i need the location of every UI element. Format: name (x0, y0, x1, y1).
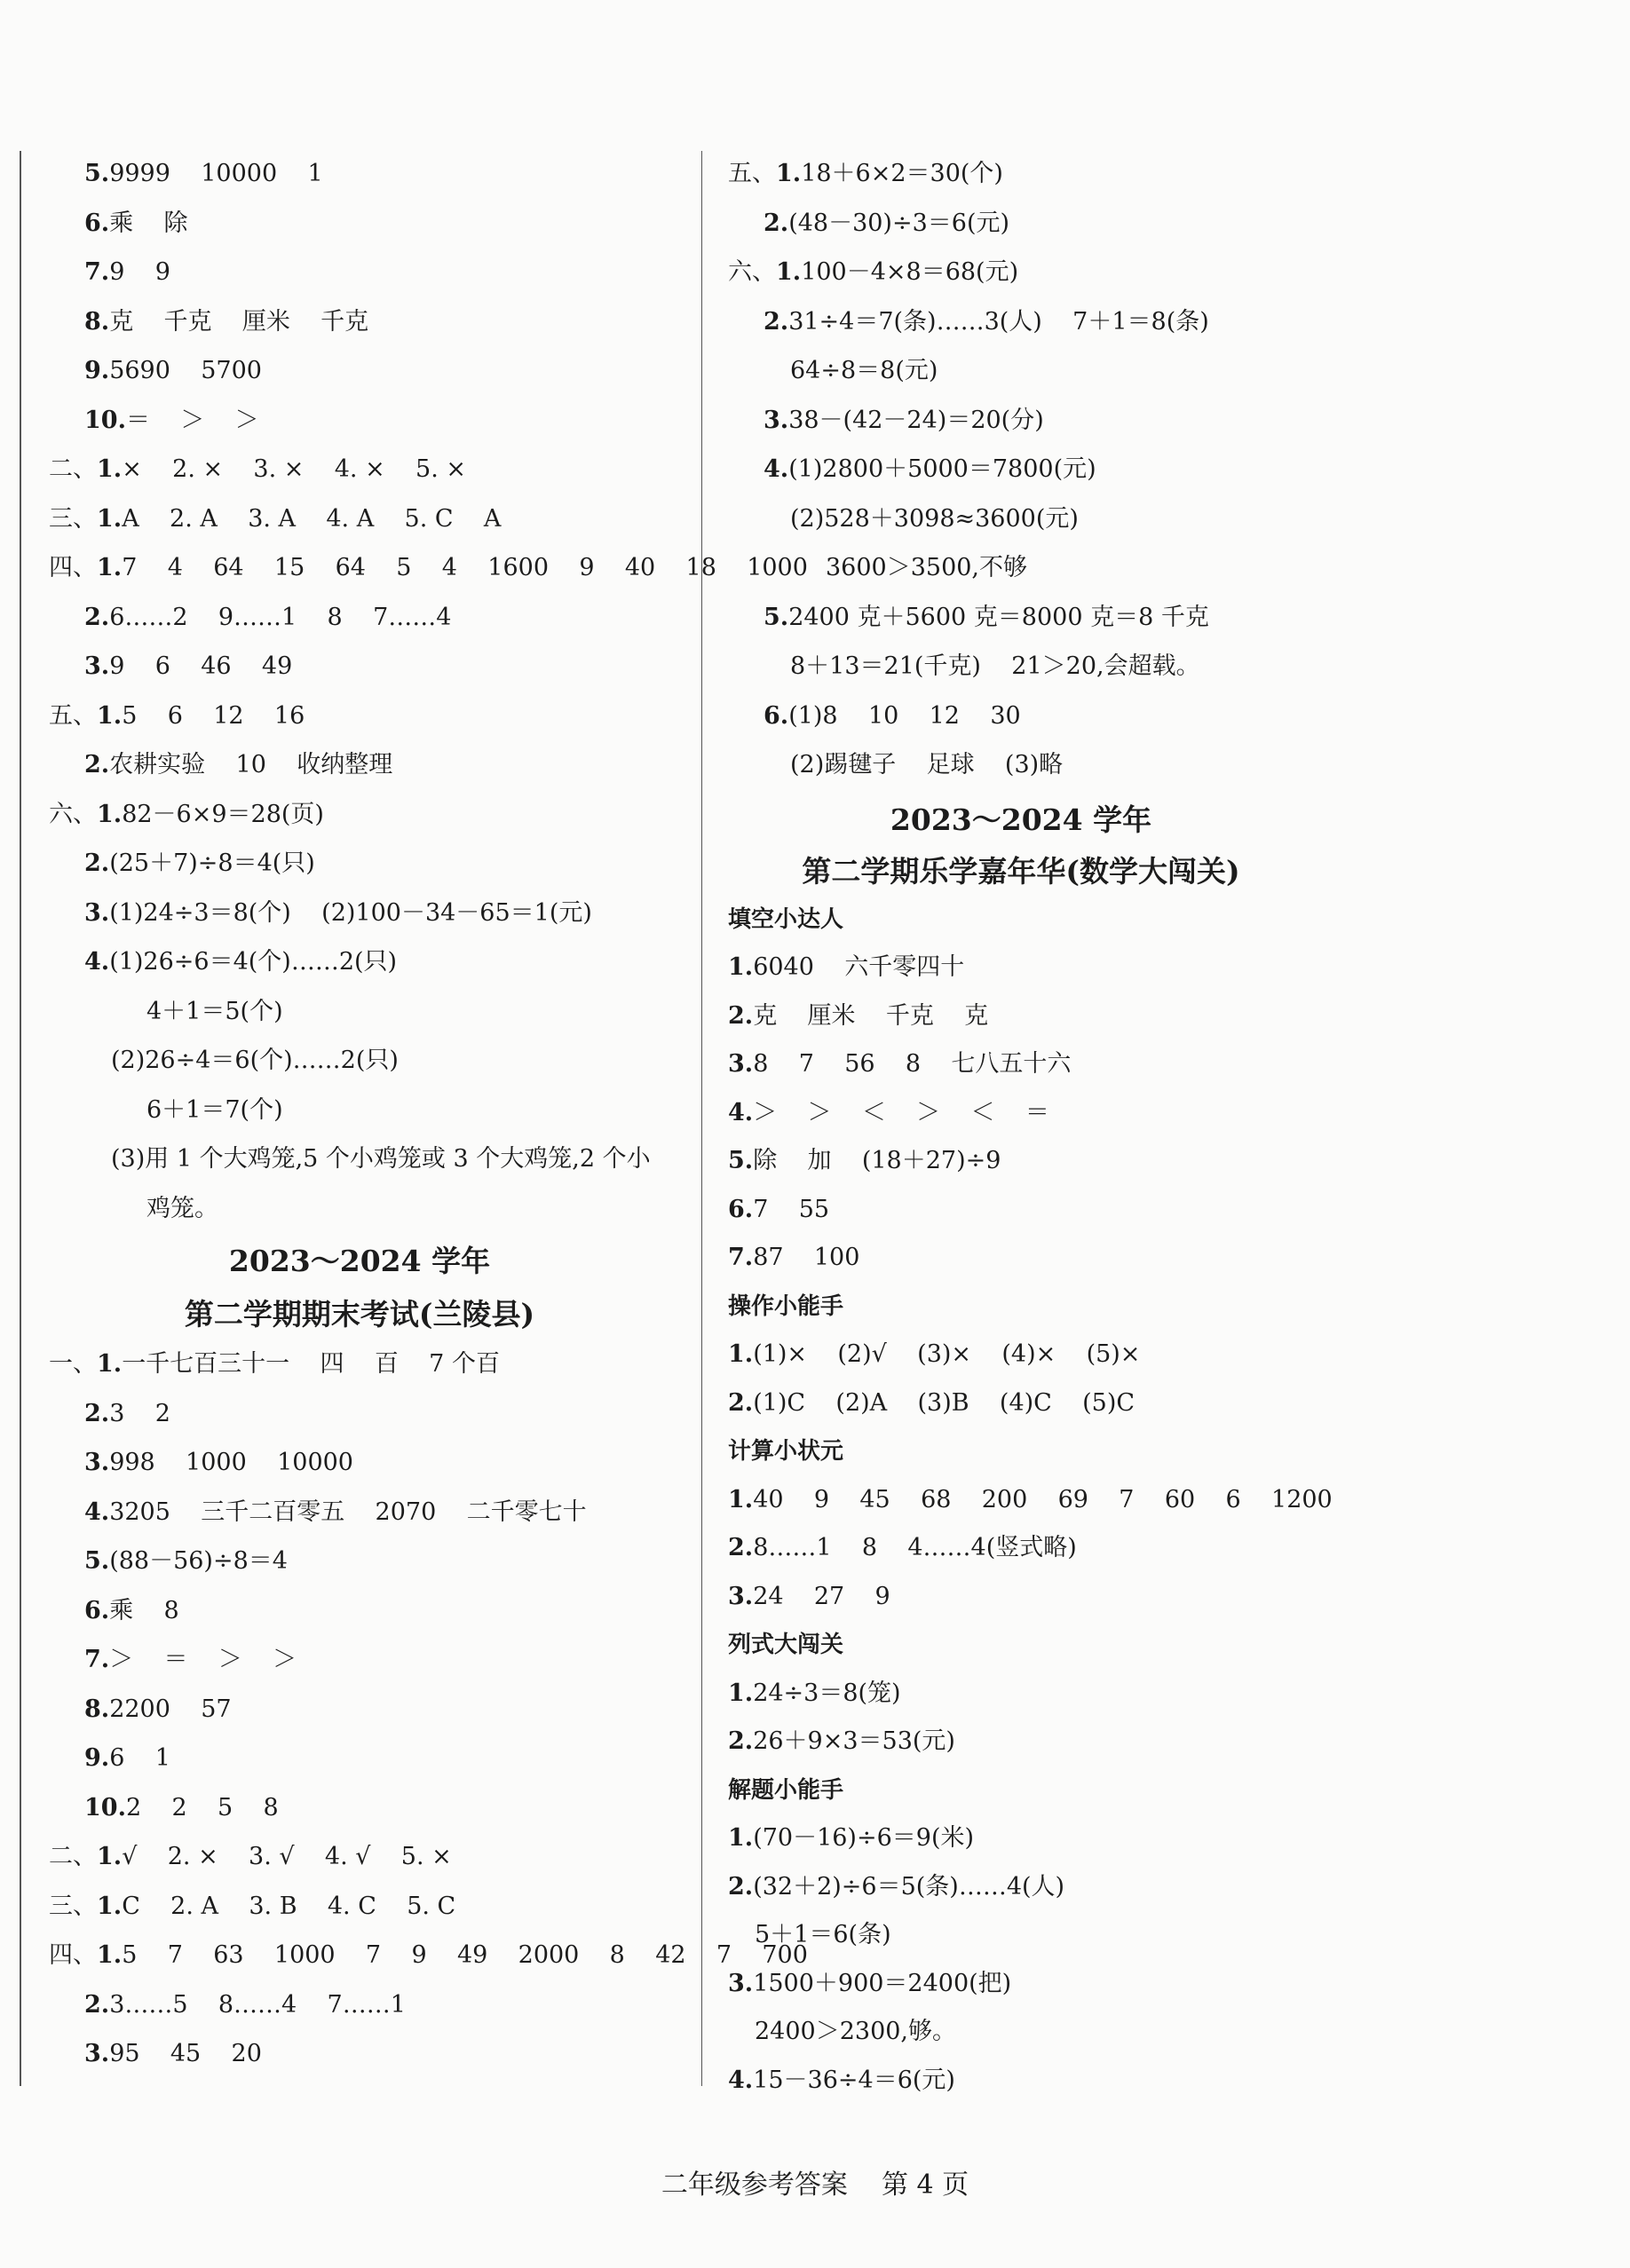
answer-line (49, 1348, 500, 1380)
answer-line (764, 602, 1209, 634)
answer-line (728, 1339, 1140, 1371)
question-number: 1. (97, 1892, 123, 1920)
question-group-prefix: 二、 (49, 455, 97, 483)
question-number: 4. (84, 1498, 110, 1526)
answer-line (84, 897, 592, 929)
answer-text: 87 100 (753, 1244, 860, 1271)
answer-text: (1)2800＋5000＝7800(元) (788, 455, 1096, 483)
answer-line (84, 848, 315, 880)
answer-line (728, 1000, 988, 1032)
question-number: 2. (84, 603, 110, 631)
answer-text: (1)8 10 12 30 (788, 701, 1021, 730)
question-number: 3. (84, 2040, 110, 2067)
answer-text: × 2. × 3. × 4. × 5. × (122, 455, 466, 483)
question-number: 9. (84, 357, 110, 384)
answer-text: 乘 8 (109, 1596, 179, 1624)
answer-line (111, 1143, 651, 1175)
question-number: 5. (728, 1147, 754, 1174)
subsection-heading: 解题小能手 (728, 1776, 844, 1804)
question-number: 4. (84, 948, 110, 976)
answer-text: 40 9 45 68 200 69 7 60 6 1200 (753, 1485, 1333, 1513)
question-number: 5. (84, 160, 110, 187)
answer-text: 乘 除 (109, 209, 188, 237)
answer-line (728, 1871, 1064, 1903)
answer-line (728, 1194, 829, 1226)
answer-text: 2400＞2300,够。 (755, 2018, 957, 2045)
answer-line (728, 1097, 1049, 1129)
answer-line (49, 1841, 452, 1873)
answer-text: 2 2 5 8 (125, 1793, 279, 1822)
answer-line (755, 1919, 891, 1951)
answer-text: (2)528＋3098≈3600(元) (790, 504, 1079, 533)
section-title-exam: 第二学期期末考试(兰陵县) (184, 1297, 535, 1332)
answer-text: 8 7 56 8 七八五十六 (753, 1050, 1072, 1078)
answer-text: 38－(42－24)＝20(分) (788, 406, 1044, 434)
answer-line (49, 454, 466, 486)
subsection-heading: 计算小状元 (728, 1438, 844, 1465)
question-number: 9. (84, 1744, 110, 1772)
answer-line (84, 1447, 353, 1479)
answer-line (111, 1045, 399, 1077)
question-group-prefix: 五、 (49, 701, 97, 730)
question-number: 1. (97, 554, 123, 581)
left-margin-rule (20, 151, 21, 2086)
question-number: 1. (97, 504, 123, 533)
answer-line (728, 2065, 955, 2097)
question-group-prefix: 三、 (49, 1892, 97, 1920)
answer-line (146, 1094, 283, 1126)
question-number: 6. (84, 209, 110, 237)
answer-line (84, 158, 323, 190)
answer-text: 18＋6×2＝30(个) (801, 160, 1003, 187)
question-number: 6. (728, 1195, 754, 1223)
question-number: 1. (97, 1941, 123, 1969)
question-number: 2. (728, 1727, 754, 1755)
answer-line (826, 552, 1027, 584)
answer-text: 克 千克 厘米 千克 (109, 307, 369, 336)
answer-line (84, 1989, 406, 2021)
answer-line (728, 1532, 1077, 1564)
answer-line (84, 651, 292, 683)
question-number: 3. (84, 898, 110, 927)
answer-line (84, 1545, 288, 1577)
question-number: 3. (728, 1050, 754, 1078)
answer-line (49, 799, 324, 831)
answer-line (84, 306, 368, 338)
question-group-prefix: 六、 (49, 800, 97, 828)
answer-text: C 2. A 3. B 4. C 5. C (122, 1892, 456, 1920)
answer-line (84, 405, 259, 437)
question-number: 4. (728, 1098, 754, 1126)
question-number: 2. (84, 751, 110, 778)
question-number: 1. (97, 800, 123, 828)
question-number: 3. (84, 652, 110, 680)
answer-line (84, 749, 392, 781)
answer-line (84, 355, 262, 387)
question-number: 2. (84, 1990, 110, 2019)
question-group-prefix: 六、 (728, 258, 776, 286)
answer-line (764, 208, 1009, 240)
answer-line (790, 749, 1063, 781)
answer-line (790, 651, 1200, 683)
page-footer: 二年级参考答案 第 4 页 (661, 2169, 969, 2201)
column-divider (701, 151, 702, 2086)
answer-text: 24÷3＝8(笼) (753, 1679, 901, 1707)
question-number: 2. (728, 1534, 754, 1561)
question-number: 5. (84, 1547, 110, 1575)
answer-line (790, 355, 938, 387)
answer-text: ＞ ＞ ＜ ＞ ＜ ＝ (753, 1098, 1049, 1126)
answer-line (728, 158, 1003, 190)
subsection-heading: 操作小能手 (728, 1292, 844, 1320)
question-number: 1. (97, 1350, 123, 1378)
answer-line (755, 2016, 956, 2048)
answer-line (84, 1792, 279, 1824)
answer-line (728, 1484, 1333, 1516)
answer-text: 24 27 9 (753, 1582, 890, 1610)
answer-text: (1)C (2)A (3)B (4)C (5)C (753, 1388, 1135, 1417)
answer-line (84, 1497, 587, 1529)
answer-text: (25＋7)÷8＝4(只) (109, 850, 315, 877)
answer-text: 6040 六千零四十 (753, 953, 965, 981)
answer-line (49, 552, 808, 584)
answer-line (49, 1891, 455, 1923)
answer-text: (1)26÷6＝4(个)……2(只) (109, 948, 398, 976)
answer-line (49, 700, 305, 732)
answer-text: 4＋1＝5(个) (146, 997, 283, 1025)
question-number: 10. (84, 1793, 126, 1822)
answer-text: 7 4 64 15 64 5 4 1600 9 40 18 1000 (122, 554, 808, 581)
answer-line (84, 1742, 170, 1774)
answer-text: 6 1 (109, 1744, 170, 1772)
question-number: 2. (764, 209, 789, 237)
answer-text: 1500＋900＝2400(把) (753, 1969, 1012, 1997)
answer-text: 一千七百三十一 四 百 7 个百 (122, 1350, 500, 1378)
answer-line (764, 700, 1021, 732)
answer-text: 5 7 63 1000 7 9 49 2000 8 42 7 700 (122, 1941, 808, 1969)
question-number: 7. (728, 1244, 754, 1271)
answer-line (84, 2038, 262, 2070)
question-number: 1. (728, 953, 754, 981)
question-number: 4. (764, 455, 789, 483)
answer-line (49, 503, 501, 535)
question-group-prefix: 一、 (49, 1350, 97, 1378)
question-number: 5. (764, 603, 789, 631)
answer-line (728, 1145, 1001, 1177)
answer-text: (70－16)÷6＝9(米) (753, 1824, 975, 1852)
question-number: 8. (84, 307, 110, 336)
answer-text: (32＋2)÷6＝5(条)……4(人) (753, 1872, 1065, 1901)
answer-line (146, 1193, 218, 1225)
subsection-heading: 填空小达人 (728, 905, 844, 933)
answer-text: 31÷4＝7(条)……3(人) 7＋1＝8(条) (788, 307, 1209, 336)
answer-line (728, 1726, 955, 1758)
question-number: 7. (84, 1646, 110, 1673)
answer-text: 5690 5700 (109, 357, 262, 384)
question-number: 2. (728, 1388, 754, 1417)
subsection-heading: 列式大闯关 (728, 1632, 844, 1658)
answer-text: (3)用 1 个大鸡笼,5 个小鸡笼或 3 个大鸡笼,2 个小 (111, 1145, 651, 1173)
answer-text: 95 45 20 (109, 2040, 262, 2067)
answer-text: 7 55 (753, 1195, 830, 1223)
answer-text: (2)26÷4＝6(个)……2(只) (111, 1047, 399, 1074)
question-number: 1. (728, 1824, 754, 1852)
answer-text: A 2. A 3. A 4. A 5. C A (122, 504, 502, 533)
question-number: 1. (728, 1679, 754, 1707)
answer-text: (88－56)÷8＝4 (109, 1547, 288, 1575)
answer-line (84, 602, 451, 634)
answer-line (728, 257, 1018, 288)
answer-line (84, 257, 170, 288)
answer-text: 26＋9×3＝53(元) (753, 1727, 955, 1755)
answer-line (728, 1822, 974, 1854)
answer-text: 除 加 (18＋27)÷9 (753, 1147, 1001, 1174)
answer-text: 8＋13＝21(千克) 21＞20,会超载。 (790, 652, 1200, 680)
answer-text: 5 6 12 16 (122, 701, 305, 730)
answer-line (728, 1581, 890, 1613)
answer-text: 9999 10000 1 (109, 160, 323, 187)
question-number: 3. (764, 406, 789, 434)
answer-text: (1)× (2)√ (3)× (4)× (5)× (753, 1340, 1141, 1368)
answer-text: ＝ ＞ ＞ (125, 406, 259, 434)
answer-line (728, 1242, 859, 1274)
answer-text: 农耕实验 10 收纳整理 (109, 751, 393, 778)
question-number: 2. (764, 307, 789, 336)
question-number: 1. (97, 701, 123, 730)
question-group-prefix: 三、 (49, 504, 97, 533)
section-title-year: 2023～2024 学年 (890, 802, 1152, 837)
answer-text: 鸡笼。 (146, 1194, 218, 1222)
answer-line (790, 503, 1079, 535)
answer-text: 6……2 9……1 8 7……4 (109, 603, 452, 631)
answer-text: 2200 57 (109, 1695, 232, 1723)
question-group-prefix: 四、 (49, 554, 97, 581)
question-number: 8. (84, 1695, 110, 1723)
answer-text: 5＋1＝6(条) (755, 1921, 891, 1948)
question-number: 1. (728, 1340, 754, 1368)
answer-text: 3205 三千二百零五 2070 二千零七十 (109, 1498, 587, 1526)
question-number: 7. (84, 258, 110, 286)
answer-text: 2400 克＋5600 克＝8000 克＝8 千克 (788, 603, 1209, 631)
question-group-prefix: 二、 (49, 1843, 97, 1870)
answer-line (728, 1048, 1071, 1080)
answer-text: 64÷8＝8(元) (790, 357, 938, 384)
answer-text: 3……5 8……4 7……1 (109, 1990, 406, 2019)
answer-line (764, 306, 1209, 338)
question-number: 10. (84, 406, 126, 434)
question-number: 3. (84, 1449, 110, 1476)
answer-text: 15－36÷4＝6(元) (753, 2066, 955, 2094)
question-number: 1. (776, 160, 802, 187)
answer-line (728, 1678, 901, 1710)
section-title-year: 2023～2024 学年 (228, 1244, 491, 1278)
answer-text: 998 1000 10000 (109, 1449, 353, 1476)
answer-text: 克 厘米 千克 克 (753, 1001, 989, 1030)
question-number: 2. (84, 850, 110, 877)
answer-line (84, 946, 397, 978)
answer-line (84, 1694, 232, 1726)
question-number: 3. (728, 1969, 754, 1997)
question-group-prefix: 五、 (728, 160, 776, 187)
answer-text: 8……1 8 4……4(竖式略) (753, 1534, 1077, 1561)
question-number: 1. (728, 1485, 754, 1513)
answer-line (84, 208, 188, 240)
question-number: 6. (84, 1596, 110, 1624)
answer-text: 9 6 46 49 (109, 652, 293, 680)
answer-line (728, 1387, 1135, 1419)
answer-line (764, 405, 1044, 437)
question-group-prefix: 四、 (49, 1941, 97, 1969)
answer-line (84, 1644, 297, 1676)
question-number: 6. (764, 701, 789, 730)
answer-text: √ 2. × 3. √ 4. √ 5. × (122, 1843, 452, 1870)
answer-line (84, 1595, 179, 1627)
answer-text: (2)踢毽子 足球 (3)略 (790, 751, 1064, 778)
question-number: 4. (728, 2066, 754, 2094)
question-number: 3. (728, 1582, 754, 1610)
answer-line (728, 1968, 1011, 2000)
question-number: 2. (84, 1399, 110, 1427)
answer-text: 6＋1＝7(个) (146, 1095, 283, 1124)
answer-text: 3 2 (109, 1399, 170, 1427)
answer-line (146, 996, 283, 1028)
answer-text: 9 9 (109, 258, 170, 286)
answer-text: 3600＞3500,不够 (826, 554, 1028, 581)
question-number: 2. (728, 1872, 754, 1901)
answer-text: ＞ ＝ ＞ ＞ (109, 1646, 297, 1673)
answer-line (49, 1940, 808, 1972)
answer-text: 100－4×8＝68(元) (801, 258, 1019, 286)
section-title-event: 第二学期乐学嘉年华(数学大闯关) (802, 853, 1240, 889)
answer-line (764, 454, 1096, 486)
answer-line (728, 952, 964, 984)
answer-text: (48－30)÷3＝6(元) (788, 209, 1010, 237)
answer-line (84, 1398, 170, 1430)
question-number: 1. (97, 455, 123, 483)
answer-text: 82－6×9＝28(页) (122, 800, 324, 828)
question-number: 1. (97, 1843, 123, 1870)
question-number: 1. (776, 258, 802, 286)
question-number: 2. (728, 1001, 754, 1030)
answer-text: (1)24÷3＝8(个) (2)100－34－65＝1(元) (109, 898, 592, 927)
